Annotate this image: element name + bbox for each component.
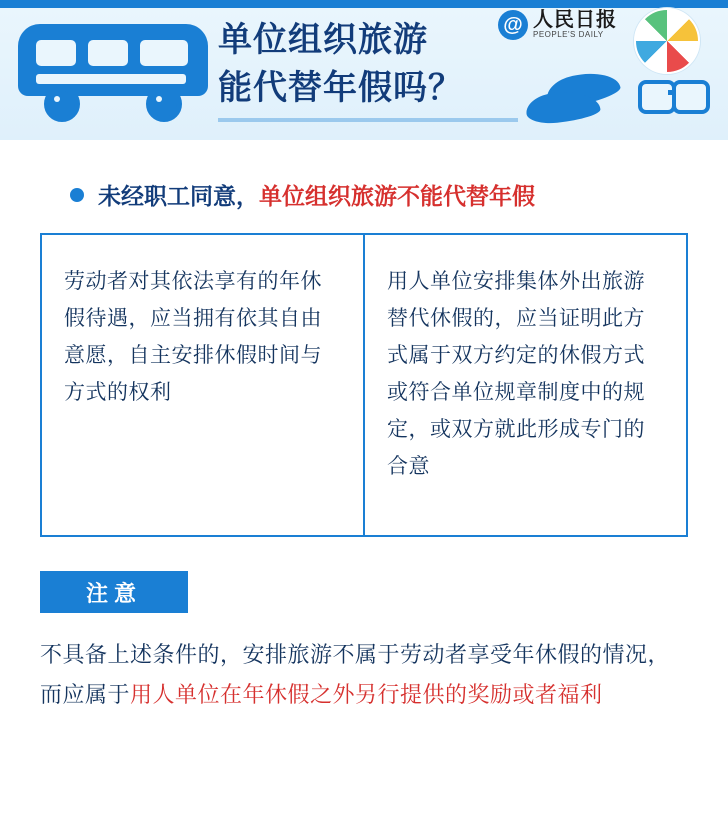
- title-underline: [218, 118, 518, 122]
- conditions-box: [40, 233, 688, 537]
- header-top-strip: [0, 0, 728, 8]
- bullet-dot-icon: [70, 188, 84, 202]
- swim-goggles-icon: [638, 80, 710, 110]
- condition-column-1: [42, 235, 363, 535]
- note-tag: 注意: [40, 571, 188, 613]
- note-text-part2: 用人单位在年休假之外另行提供的奖励或者福利: [130, 682, 603, 707]
- title-line-2: 能代替年假吗？: [218, 69, 463, 107]
- condition-text-2: 用人单位安排集体外出旅游替代休假的，应当证明此方式属于双方约定的休假方式或符合单位规章制度中的规定，或双方就此形成专门的合意: [387, 270, 645, 478]
- header-banner: [0, 0, 728, 140]
- bus-icon: [18, 24, 208, 110]
- condition-text-1: 劳动者对其依法享有的年休假待遇，应当拥有依其自由意愿，自主安排休假时间与方式的权利: [64, 270, 322, 404]
- peoples-daily-logo: [498, 10, 617, 40]
- title-line-1: 单位组织旅游: [218, 21, 428, 59]
- bullet-statement: [70, 178, 688, 211]
- bullet-text-normal: 未经职工同意，: [98, 183, 259, 209]
- condition-column-2: [363, 235, 686, 535]
- bullet-text: [98, 178, 535, 211]
- note-body: [40, 635, 688, 715]
- brand-name-cn: 人民日报: [533, 9, 617, 32]
- beach-ball-icon: [634, 8, 700, 74]
- page-title: [218, 16, 518, 112]
- brand-name-en: PEOPLE'S DAILY: [533, 30, 604, 40]
- main-content: [0, 178, 728, 715]
- at-icon: @: [498, 10, 528, 40]
- footer-space: [0, 776, 728, 816]
- note-text-part1: 不具备上述条件的，安排旅游不属于劳动者享受年休假的情况，而应属于: [40, 642, 671, 707]
- bullet-text-highlight: 单位组织旅游不能代替年假: [259, 183, 535, 209]
